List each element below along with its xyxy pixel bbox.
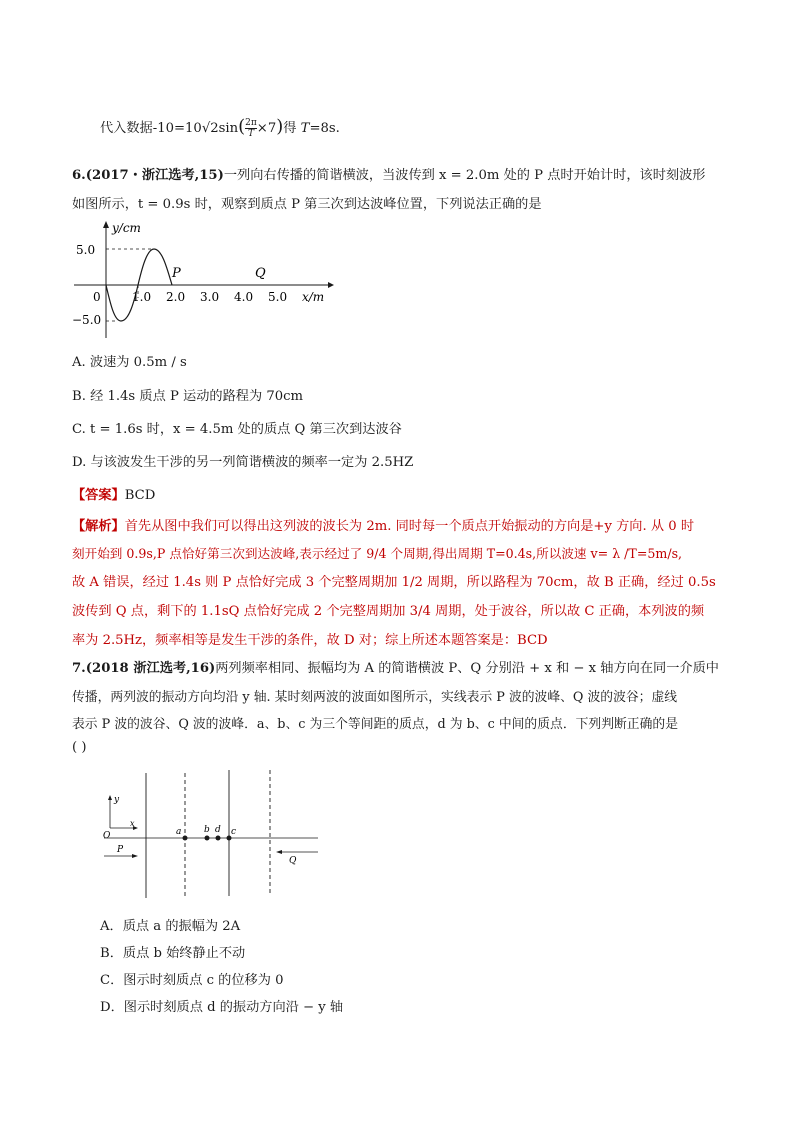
intro-times: ×7 (256, 121, 277, 136)
q6-point-Q: Q (255, 266, 266, 281)
q6-answer (72, 484, 155, 503)
q7-label-x: x (130, 819, 135, 828)
q7-number: 7. (72, 661, 86, 676)
q6-option-c: C. t = 1.6s 时，x = 4.5m 处的质点 Q 第三次到达波谷 (72, 422, 402, 437)
q6-stem-line1: 一列向右传播的简谐横波，当波传到 x = 2.0m 处的 P 点时开始计时，该时刻波形 (223, 168, 706, 183)
intro-suffix: 得 (283, 121, 301, 136)
q7-arrow-P-head (132, 854, 138, 858)
q6-analysis-label: 【解析】 (72, 519, 125, 534)
q6-x-tick-4: 4.0 (234, 290, 254, 304)
q7-option-d: D．图示时刻质点 d 的振动方向沿 − y 轴 (100, 1000, 344, 1015)
q7-stem-line1: 两列频率相同、振幅均为 A 的简谐横波 P、Q 分别沿 + x 和 − x 轴方向在同一介质中 (215, 661, 719, 676)
q6-x-tick-3: 3.0 (200, 290, 220, 304)
q6-analysis-line3: 故 A 错误，经过 1.4s 则 P 点恰好完成 3 个完整周期加 1/2 周期，所以路程为 70cm，故 B 正确，经过 0.5s (72, 575, 716, 590)
q6-x-tick-2: 2.0 (166, 290, 186, 304)
q6-option-b: B. 经 1.4s 质点 P 运动的路程为 70cm (72, 389, 304, 404)
q7-point-b (205, 836, 210, 841)
q6-x-tick-5: 5.0 (268, 290, 288, 304)
q6-analysis-text1: 首先从图中我们可以得出这列波的波长为 2m. 同时每一个质点开始振动的方向是+y 方向. 从 0 时 (124, 519, 695, 534)
q7-line3: 表示 P 波的波谷、Q 波的波峰．a、b、c 为三个等间距的质点，d 为 b、c 中间的质点．下列判断正确的是 (72, 717, 678, 732)
q6-answer-value: BCD (124, 488, 156, 503)
q6-x-label: x/m (302, 290, 325, 304)
q7-option-b: B．质点 b 始终静止不动 (100, 946, 246, 961)
q7-label-P: P (117, 845, 124, 855)
q6-analysis-line1 (72, 515, 694, 534)
q6-number: 6. (72, 168, 86, 183)
q7-label-a: a (176, 827, 182, 837)
q6-wave-graph (66, 218, 346, 342)
q6-option-d: D. 与该波发生干涉的另一列简谐横波的频率一定为 2.5HZ (72, 455, 414, 470)
q7-label-y: y (114, 795, 120, 805)
q7-label-O: O (103, 831, 111, 841)
q6-line2: 如图所示，t = 0.9s 时，观察到质点 P 第三次到达波峰位置，下列说法正确的是 (72, 197, 542, 212)
intro-sqrt: √2 (201, 121, 219, 136)
q7-label-Q: Q (289, 856, 297, 866)
q7-label-c: c (231, 827, 237, 837)
q6-point-P: P (172, 266, 181, 281)
q7-option-a: A．质点 a 的振幅为 2A (100, 919, 241, 934)
intro-T: T (300, 121, 310, 136)
q7-line2: 传播，两列波的振动方向均沿 y 轴. 某时刻两波的波面如图所示，实线表示 P 波的波峰、Q 波的波谷；虚线 (72, 690, 678, 705)
q7-small-y-arrow (108, 795, 112, 800)
q6-x-tick-0: 0 (93, 290, 101, 304)
intro-sin: sin (218, 121, 239, 136)
q7-label-b: b (204, 825, 210, 835)
intro-end: =8s. (309, 121, 340, 136)
q6-x-tick-1: 1.0 (132, 290, 152, 304)
q7-point-d (216, 836, 221, 841)
q6-analysis-line5: 率为 2.5Hz，频率相等是发生干涉的条件，故 D 对；综上所述本题答案是：BCD (72, 633, 548, 648)
intro-prefix: 代入数据-10=10 (100, 121, 202, 136)
q6-x-arrow (328, 282, 334, 288)
q6-answer-label: 【答案】 (72, 488, 125, 503)
intro-fraction-denominator: T (247, 129, 254, 139)
q7-label-d: d (215, 825, 221, 835)
q7-arrow-Q-head (276, 850, 282, 854)
q7-line1 (72, 657, 719, 676)
q6-y-tick-bottom: −5.0 (72, 313, 102, 327)
q7-source: (2018 浙江选考,16) (85, 661, 216, 676)
q6-analysis-line2: 刻开始到 0.9s,P 点恰好第三次到达波峰,表示经过了 9/4 个周期,得出周期 T=0.4s,所以波速 v= λ /T=5m/s, (72, 546, 683, 561)
q7-line4: ( ) (72, 740, 87, 755)
q7-option-c: C．图示时刻质点 c 的位移为 0 (100, 973, 284, 988)
q6-option-a: A. 波速为 0.5m / s (72, 355, 187, 370)
q6-y-tick-top: 5.0 (76, 243, 96, 257)
q6-y-arrow (103, 221, 109, 228)
q7-wavefront-figure (100, 768, 325, 908)
q6-analysis-line4: 波传到 Q 点，剩下的 1.1sQ 点恰好完成 2 个完整周期加 3/4 周期，处于波谷，所以故 C 正确，本列波的频 (72, 604, 705, 619)
intro-line: 代入数据-10=10√2sin( $\frac{2\pi}{T}$ ×7)得 T=8s. (100, 116, 340, 139)
q6-y-label: y/cm (112, 221, 141, 235)
q6-source: (2017・浙江选考,15) (85, 168, 224, 183)
q7-point-a (183, 836, 188, 841)
intro-fraction-numerator: 2π (245, 118, 257, 128)
q6-line1 (72, 164, 705, 183)
